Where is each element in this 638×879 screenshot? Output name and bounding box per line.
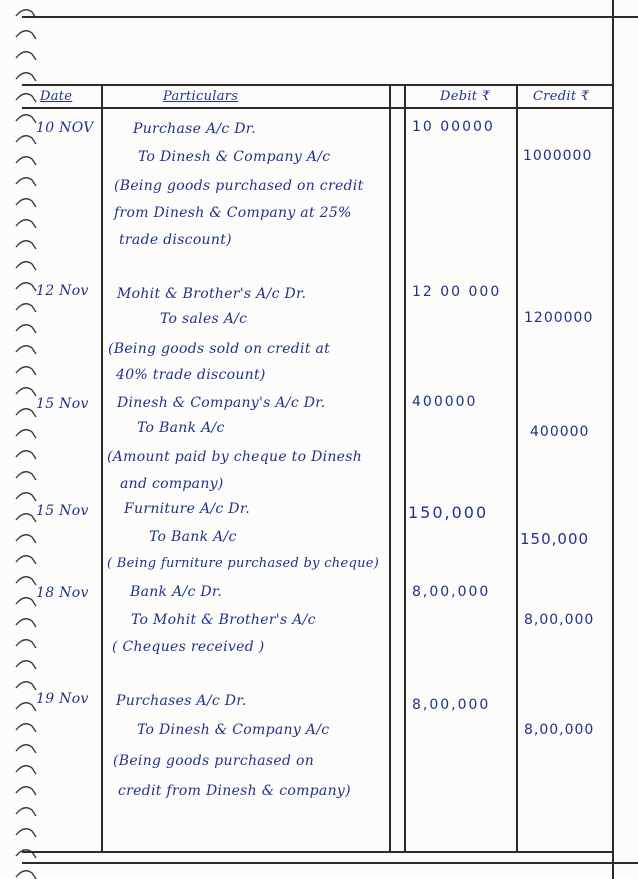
spiral-coil xyxy=(16,745,36,753)
spiral-coil xyxy=(16,493,36,501)
entry-narration-line: ( Cheques received ) xyxy=(112,639,265,655)
spiral-coil xyxy=(16,724,36,732)
entry-date: 12 Nov xyxy=(36,283,89,299)
spiral-coil xyxy=(16,871,36,879)
entry-narration-line: credit from Dinesh & company) xyxy=(118,783,351,799)
entry-narration-line: (Being goods purchased on xyxy=(113,753,315,769)
spiral-coil xyxy=(16,808,36,816)
entry-debit-amount: 400000 xyxy=(412,394,478,410)
spiral-coil xyxy=(16,430,36,438)
entry-debit-account: Dinesh & Company's A/c Dr. xyxy=(117,395,326,411)
lf-column-rule xyxy=(404,84,406,852)
entry-debit-amount: 12 00 000 xyxy=(412,284,502,300)
spiral-coil xyxy=(16,682,36,690)
spiral-coil xyxy=(16,199,36,207)
top-rule xyxy=(22,16,638,18)
header-date: Date xyxy=(40,89,73,104)
spiral-coil xyxy=(16,598,36,606)
entry-credit-amount: 150,000 xyxy=(520,530,590,548)
spiral-coil xyxy=(16,640,36,648)
entry-narration-line: ( Being furniture purchased by cheque) xyxy=(107,556,380,571)
entry-credit-amount: 400000 xyxy=(530,424,590,440)
margin-rule-right xyxy=(612,0,614,879)
particulars-column-rule xyxy=(389,84,391,852)
spiral-coil xyxy=(16,262,36,270)
spiral-coil xyxy=(16,304,36,312)
entry-credit-amount: 8,00,000 xyxy=(524,722,595,738)
spiral-coil xyxy=(16,703,36,711)
spiral-coil xyxy=(16,514,36,522)
entry-credit-account: To Bank A/c xyxy=(137,420,225,436)
entry-narration-line: from Dinesh & Company at 25% xyxy=(114,205,352,221)
footer-rule xyxy=(22,851,612,853)
spiral-coil xyxy=(16,346,36,354)
spiral-coil xyxy=(16,283,36,291)
entry-debit-account: Purchases A/c Dr. xyxy=(116,693,247,709)
entry-credit-account: To Mohit & Brother's A/c xyxy=(131,612,316,628)
spiral-coil xyxy=(16,535,36,543)
entry-credit-amount: 1200000 xyxy=(524,310,594,326)
entry-debit-amount: 8,00,000 xyxy=(412,697,491,713)
spiral-coil xyxy=(16,73,36,81)
spiral-coil xyxy=(16,31,36,39)
spiral-coil xyxy=(16,115,36,123)
entry-narration-line: and company) xyxy=(120,476,224,492)
entry-debit-amount: 10 00000 xyxy=(412,119,495,135)
spiral-coil xyxy=(16,409,36,417)
footer-rule-2 xyxy=(22,862,638,864)
spiral-coil xyxy=(16,94,36,102)
entry-debit-amount: 8,00,000 xyxy=(412,584,491,600)
entry-narration-line: 40% trade discount) xyxy=(116,367,266,383)
entry-credit-account: To Dinesh & Company A/c xyxy=(137,722,330,738)
spiral-coil xyxy=(16,388,36,396)
entry-narration-line: (Being goods purchased on credit xyxy=(114,178,364,194)
entry-date: 10 NOV xyxy=(36,120,94,136)
entry-credit-amount: 8,00,000 xyxy=(524,612,595,628)
debit-column-rule xyxy=(516,84,518,852)
spiral-coil xyxy=(16,766,36,774)
entry-date: 15 Nov xyxy=(36,396,89,412)
header-credit: Credit ₹ xyxy=(533,89,590,104)
spiral-coil xyxy=(16,52,36,60)
spiral-coil xyxy=(16,325,36,333)
date-column-rule xyxy=(101,84,103,852)
entry-date: 15 Nov xyxy=(36,503,89,519)
entry-narration-line: trade discount) xyxy=(119,232,232,248)
spiral-coil xyxy=(16,661,36,669)
entry-date: 18 Nov xyxy=(36,585,89,601)
spiral-coil xyxy=(16,367,36,375)
spiral-coil xyxy=(16,829,36,837)
entry-debit-account: Bank A/c Dr. xyxy=(130,584,223,600)
entry-credit-account: To Dinesh & Company A/c xyxy=(138,149,331,165)
entry-credit-account: To Bank A/c xyxy=(149,529,237,545)
spiral-coil xyxy=(16,787,36,795)
spiral-coil xyxy=(16,619,36,627)
entry-debit-amount: 150,000 xyxy=(408,503,489,522)
header-top-rule xyxy=(22,84,612,86)
entry-debit-account: Purchase A/c Dr. xyxy=(133,121,256,137)
header-debit: Debit ₹ xyxy=(440,89,491,104)
entry-debit-account: Mohit & Brother's A/c Dr. xyxy=(117,286,307,302)
header-particulars: Particulars xyxy=(163,89,239,104)
spiral-coil xyxy=(16,178,36,186)
spiral-coil xyxy=(16,241,36,249)
entry-credit-amount: 1000000 xyxy=(523,148,593,164)
spiral-coil xyxy=(16,556,36,564)
spiral-coil xyxy=(16,136,36,144)
spiral-coil xyxy=(16,157,36,165)
entry-credit-account: To sales A/c xyxy=(160,311,248,327)
header-bottom-rule xyxy=(22,107,612,109)
spiral-coil xyxy=(16,472,36,480)
entry-debit-account: Furniture A/c Dr. xyxy=(124,501,251,517)
entry-date: 19 Nov xyxy=(36,691,89,707)
spiral-coil xyxy=(16,577,36,585)
spiral-coil xyxy=(16,220,36,228)
entry-narration-line: (Amount paid by cheque to Dinesh xyxy=(107,449,363,465)
entry-narration-line: (Being goods sold on credit at xyxy=(108,341,331,357)
spiral-coil xyxy=(16,451,36,459)
